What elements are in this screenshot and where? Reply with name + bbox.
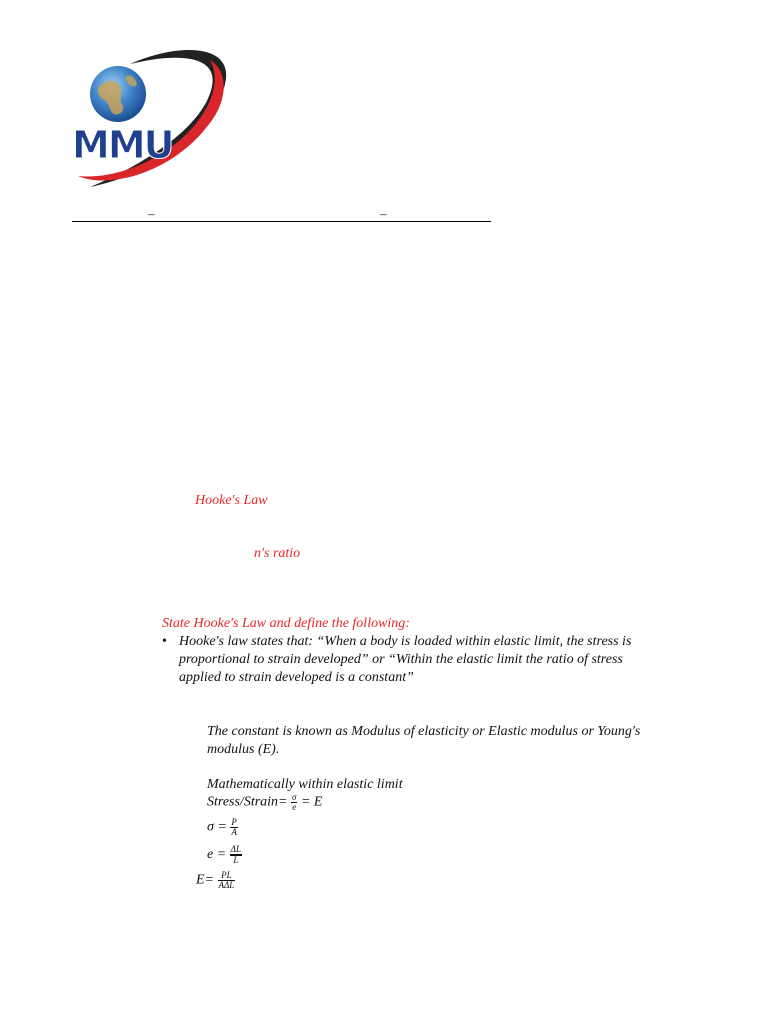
header-dash-left: – (148, 206, 155, 221)
bullet-line: Hooke's law states that: “When a body is loaded within elastic limit, the stress is (179, 634, 632, 649)
bullet-paragraph (162, 633, 699, 687)
formula-suffix: = E (300, 794, 323, 810)
fraction-p-over-a (230, 818, 238, 837)
modulus-line: The constant is known as Modulus of elasticity or Elastic modulus or Young's (207, 724, 641, 739)
bullet-marker: • (162, 634, 167, 649)
header-rule (72, 221, 491, 222)
fraction-numerator: P (231, 817, 237, 827)
mmu-logo (70, 44, 230, 190)
formula-stress-strain (207, 793, 322, 812)
formula-intro: Mathematically within elastic limit (207, 777, 403, 792)
modulus-paragraph (207, 723, 697, 759)
bullet-line: proportional to strain developed” or “Within the elastic limit the ratio of stress (179, 652, 623, 667)
formula-prefix: e = (207, 847, 227, 863)
header-dash-right: – (380, 206, 387, 221)
label-poissons-ratio-fragment: n's ratio (254, 546, 301, 561)
label-hookes-law: Hooke's Law (195, 493, 268, 508)
fraction-sigma-over-e (291, 793, 297, 812)
fraction-denominator: A (231, 827, 237, 837)
bullet-line: applied to strain developed is a constant” (179, 670, 414, 685)
formula-strain (207, 845, 242, 865)
fraction-numerator: PL (221, 870, 232, 880)
formula-prefix: E= (196, 872, 214, 888)
fraction-numerator: ΔL (230, 844, 241, 854)
formula-prefix: σ = (207, 819, 227, 835)
fraction-pl-over-adl (218, 871, 236, 890)
formula-modulus (196, 871, 235, 890)
fraction-numerator: σ (292, 792, 297, 802)
modulus-line: modulus (E). (207, 742, 280, 757)
fraction-denominator: e (292, 802, 297, 812)
fraction-denominator: L (230, 854, 242, 865)
formula-sigma (207, 818, 238, 837)
fraction-dl-over-l (230, 845, 242, 865)
question-heading: State Hooke's Law and define the following: (162, 616, 410, 631)
formula-prefix: Stress/Strain= (207, 794, 288, 810)
svg-text:MMU: MMU (72, 123, 173, 167)
fraction-denominator: AΔL (218, 880, 235, 890)
mmu-logo-graphic (70, 44, 230, 190)
